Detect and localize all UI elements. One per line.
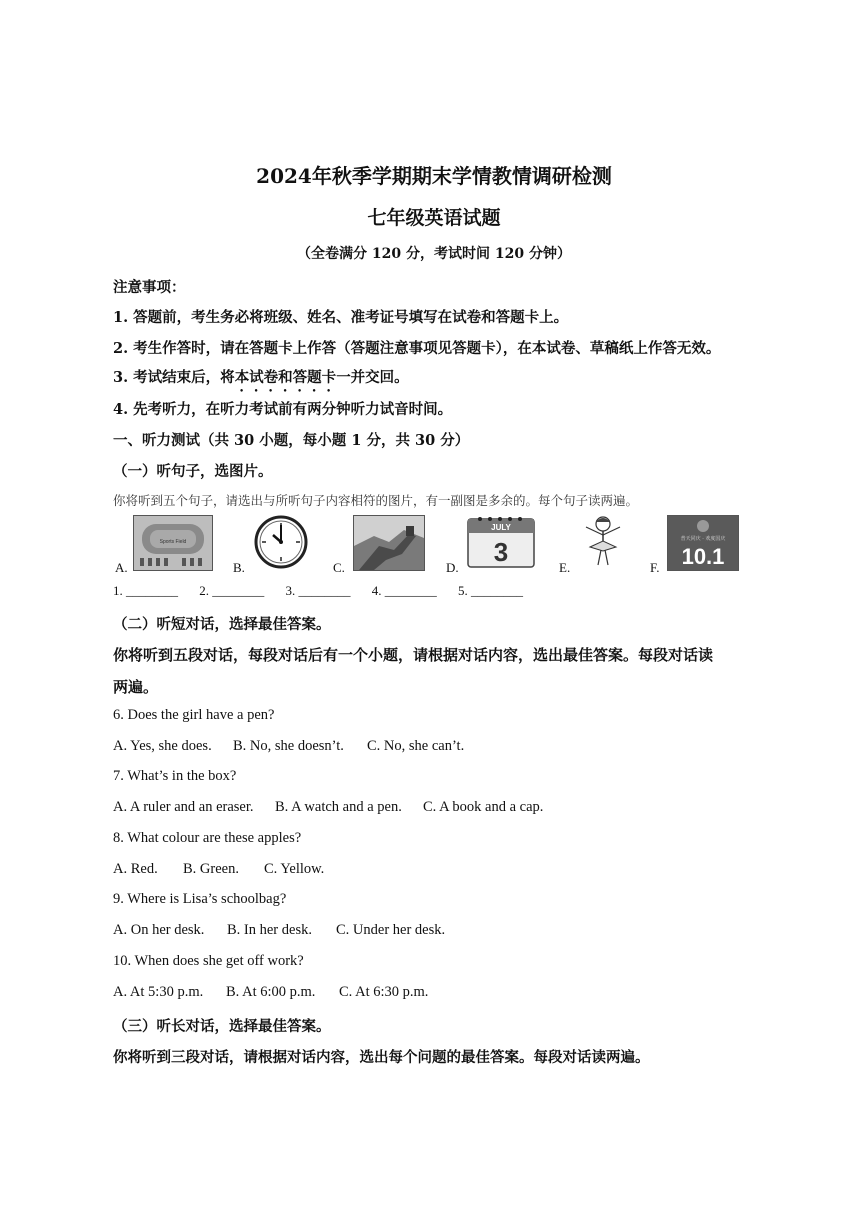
note-3 — [113, 366, 409, 395]
option-10c[interactable]: C. At 6:30 p.m. — [339, 984, 429, 1000]
section2-instructions-line2: 两遍。 — [113, 678, 159, 696]
picture-sports-field — [133, 515, 213, 571]
options-10 — [113, 984, 428, 1001]
question-8: 8. What colour are these apples? — [113, 830, 302, 846]
pic-letter-f: F. — [650, 560, 660, 575]
section1-instructions: 你将听到五个句子，请选出与所听句子内容相符的图片，有一副图是多余的。每个句子读两遍。 — [113, 493, 639, 508]
options-8 — [113, 861, 324, 878]
blank-2[interactable]: 2. ________ — [199, 583, 265, 598]
option-8a[interactable]: A. Red. — [113, 861, 158, 877]
section2-heading: （二）听短对话，选择最佳答案。 — [113, 616, 331, 633]
note-4: 4. 先考听力，在听力考试前有两分钟听力试音时间。 — [113, 401, 453, 418]
pic-letter-e: E. — [559, 560, 571, 575]
exam-title: 2024年秋季学期期末学情教情调研检测 — [256, 164, 612, 188]
option-8b[interactable]: B. Green. — [183, 861, 239, 877]
section3-instructions: 你将听到三段对话，请根据对话内容，选出每个问题的最佳答案。每段对话读两遍。 — [113, 1049, 650, 1066]
blank-1[interactable]: 1. ________ — [113, 583, 178, 598]
option-6c[interactable]: C. No, she can’t. — [367, 738, 465, 754]
sports-field-sign: Sports Field — [159, 539, 187, 545]
pic-letter-b: B. — [233, 560, 245, 575]
question-6: 6. Does the girl have a pen? — [113, 707, 275, 723]
option-8c[interactable]: C. Yellow. — [264, 861, 325, 877]
note-3-emphasis: 本试卷和答题卡 — [234, 369, 337, 386]
calendar-day: 3 — [493, 537, 509, 567]
picture-national-day — [667, 515, 739, 571]
exam-info: （全卷满分 120 分，考试时间 120 分钟） — [297, 246, 571, 262]
option-9c[interactable]: C. Under her desk. — [336, 922, 446, 938]
option-7c[interactable]: C. A book and a cap. — [423, 799, 544, 815]
option-6b[interactable]: B. No, she doesn’t. — [233, 738, 344, 754]
pic-letter-c: C. — [333, 560, 345, 575]
answer-blanks — [113, 583, 523, 599]
blank-3[interactable]: 3. ________ — [285, 583, 351, 598]
note-3-part3: 一并交回。 — [336, 369, 409, 386]
option-6a[interactable]: A. Yes, she does. — [113, 738, 212, 754]
section1-heading: （一）听句子，选图片。 — [113, 463, 273, 480]
note-3-part1: 3. 考试结束后，将 — [113, 369, 235, 386]
picture-ballet-dancer — [578, 515, 628, 569]
options-7 — [113, 799, 543, 816]
options-9 — [113, 922, 445, 939]
picture-great-wall — [353, 515, 425, 571]
section2-instructions-line1: 你将听到五段对话，每段对话后有一个小题，请根据对话内容，选出最佳答案。每段对话读 — [113, 646, 714, 664]
dancer-icon — [578, 515, 628, 569]
part1-heading: 一、听力测试（共 30 小题，每小题 1 分，共 30 分） — [113, 432, 470, 449]
question-9: 9. Where is Lisa’s schoolbag? — [113, 891, 287, 907]
clock-icon — [253, 515, 309, 569]
option-7a[interactable]: A. A ruler and an eraser. — [113, 799, 254, 815]
pic-letter-d: D. — [446, 560, 459, 575]
section3-heading: （三）听长对话，选择最佳答案。 — [113, 1018, 331, 1035]
option-10b[interactable]: B. At 6:00 p.m. — [226, 984, 316, 1000]
blank-5[interactable]: 5. ________ — [458, 583, 523, 598]
option-9b[interactable]: B. In her desk. — [227, 922, 312, 938]
option-10a[interactable]: A. At 5:30 p.m. — [113, 984, 204, 1000]
note-1: 1. 答题前，考生务必将班级、姓名、准考证号填写在试卷和答题卡上。 — [113, 309, 569, 326]
national-day-banner: 普天同庆 · 欢度国庆 — [680, 536, 726, 542]
options-6 — [113, 738, 464, 755]
calendar-month: JULY — [491, 523, 511, 532]
national-day-date: 10.1 — [681, 544, 725, 569]
option-9a[interactable]: A. On her desk. — [113, 922, 205, 938]
pic-letter-a: A. — [115, 560, 128, 575]
picture-calendar — [466, 515, 536, 569]
question-7: 7. What’s in the box? — [113, 768, 237, 784]
blank-4[interactable]: 4. ________ — [371, 583, 437, 598]
note-2: 2. 考生作答时，请在答题卡上作答（答题注意事项见答题卡），在本试卷、草稿纸上作答无效。 — [113, 340, 721, 357]
picture-clock — [253, 515, 309, 569]
exam-subtitle: 七年级英语试题 — [367, 207, 501, 229]
question-10: 10. When does she get off work? — [113, 953, 304, 969]
notes-heading: 注意事项： — [113, 279, 186, 296]
calendar-icon — [466, 515, 536, 569]
option-7b[interactable]: B. A watch and a pen. — [275, 799, 402, 815]
